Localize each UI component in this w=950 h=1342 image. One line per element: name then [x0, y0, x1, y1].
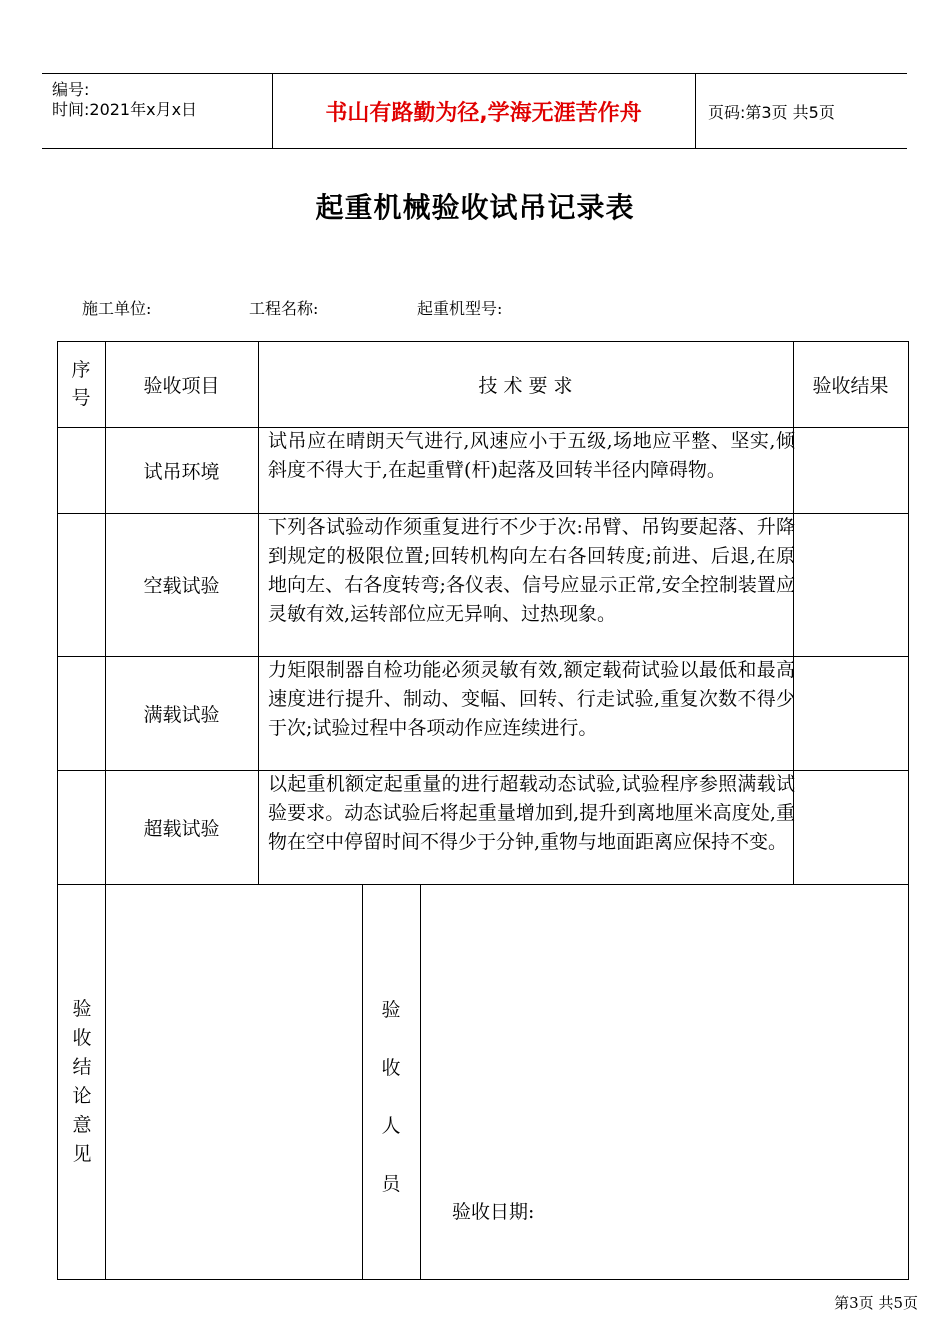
- header-item: 验收项目: [143, 374, 220, 397]
- code-label: 编号:: [52, 80, 90, 99]
- motto: 书山有路勤为径,学海无涯苦作舟: [325, 100, 642, 126]
- project-name-label: 工程名称:: [249, 299, 319, 318]
- document-title: 起重机械验收试吊记录表: [315, 191, 635, 224]
- conclusion-label: 验收结论意见: [72, 998, 92, 1165]
- requirement-text: 下列各试验动作须重复进行不少于次:吊臂、吊钩要起落、升降到规定的极限位置;回转机构向左右各回转度;前进、后退,在原地向左、右各度转弯;各仪表、信号应显示正常,安全控制装置应灵敏有效,运转部位应无异响、过热现象。: [268, 516, 795, 625]
- inspection-table: [57, 341, 909, 1280]
- time-label: 时间:2021年x月x日: [52, 100, 198, 119]
- page-footer: 第3页 共5页: [834, 1294, 918, 1312]
- requirement-text: 力矩限制器自检功能必须灵敏有效,额定载荷试验以最低和最高速度进行提升、制动、变幅、回转、行走试验,重复次数不得少于次;试验过程中各项动作应连续进行。: [268, 659, 795, 739]
- inspectors-label: 验收人员: [381, 999, 401, 1195]
- item-full-load-test: 满载试验: [143, 703, 220, 726]
- inspection-date-label: 验收日期:: [452, 1201, 535, 1223]
- header-result: 验收结果: [812, 374, 889, 397]
- requirement-text: 以起重机额定起重量的进行超载动态试验,试验程序参照满载试验要求。动态试验后将起重量增加到,提升到离地厘米高度处,重物在空中停留时间不得少于分钟,重物与地面距离应保持不变。: [268, 773, 795, 853]
- crane-model-label: 起重机型号:: [417, 299, 503, 318]
- construction-unit-label: 施工单位:: [82, 299, 152, 318]
- item-no-load-test: 空载试验: [143, 575, 220, 597]
- item-test-environment: 试吊环境: [143, 460, 220, 483]
- table-rule: [908, 341, 909, 1280]
- table-rule: [362, 884, 363, 1280]
- table-rule: [57, 341, 58, 1280]
- page-info: 页码:第3页 共5页: [708, 102, 835, 122]
- header-seq: 序号: [71, 359, 91, 409]
- page-header: [42, 73, 907, 149]
- table-rule: [57, 884, 909, 885]
- table-rule: [57, 1279, 909, 1280]
- header-left-block: [52, 80, 197, 120]
- header-requirement: 技 术 要 求: [478, 374, 573, 397]
- requirement-text: 试吊应在晴朗天气进行,风速应小于五级,场地应平整、坚实,倾斜度不得大于,在起重臂(杆)起落及回转半径内障碍物。: [268, 430, 795, 481]
- item-overload-test: 超载试验: [143, 817, 220, 840]
- header-divider: [695, 74, 696, 148]
- table-rule: [420, 884, 421, 1280]
